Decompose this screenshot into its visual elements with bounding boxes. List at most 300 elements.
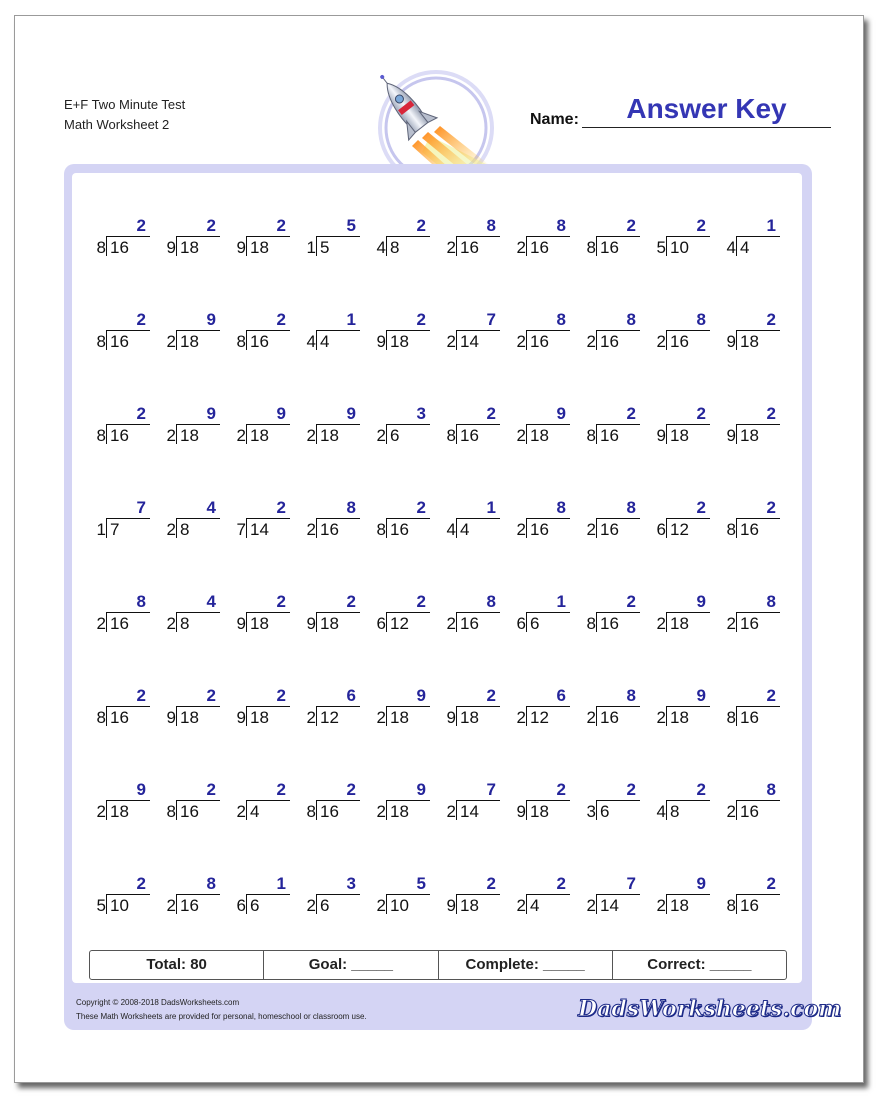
problem-dividend: 18	[176, 236, 220, 256]
problem-divisor: 2	[376, 708, 386, 727]
problem-dividend: 8	[176, 518, 220, 538]
problem-divisor: 2	[96, 802, 106, 821]
problem-dividend: 14	[246, 518, 290, 538]
division-problem	[224, 405, 298, 455]
problem-divisor: 2	[236, 802, 246, 821]
division-problem	[154, 405, 228, 455]
problem-dividend: 6	[316, 894, 360, 914]
problem-divisor: 8	[376, 520, 386, 539]
division-problem	[574, 499, 648, 549]
problem-answer: 8	[696, 310, 706, 329]
division-problem	[364, 217, 438, 267]
problem-divisor: 8	[96, 332, 106, 351]
division-problem	[574, 405, 648, 455]
problem-divisor: 2	[306, 520, 316, 539]
problem-answer: 9	[696, 686, 706, 705]
disclaimer-text: These Math Worksheets are provided for personal, homeschool or classroom use.	[76, 1012, 367, 1021]
problem-answer: 2	[276, 498, 286, 517]
problem-divisor: 9	[306, 614, 316, 633]
problem-answer: 2	[766, 310, 776, 329]
problem-answer: 2	[136, 310, 146, 329]
problem-dividend: 4	[526, 894, 570, 914]
problem-answer: 5	[416, 874, 426, 893]
problem-dividend: 16	[316, 518, 360, 538]
problem-dividend: 18	[666, 894, 710, 914]
problem-answer: 9	[276, 404, 286, 423]
division-problem	[714, 311, 788, 361]
problem-divisor: 2	[586, 332, 596, 351]
problem-divisor: 8	[96, 238, 106, 257]
problem-dividend: 12	[526, 706, 570, 726]
problem-answer: 2	[416, 498, 426, 517]
problem-dividend: 7	[106, 518, 150, 538]
problem-dividend: 16	[596, 612, 640, 632]
division-problem	[504, 687, 578, 737]
problem-answer: 2	[766, 686, 776, 705]
problem-divisor: 2	[586, 520, 596, 539]
problem-answer: 8	[556, 216, 566, 235]
problem-dividend: 18	[176, 330, 220, 350]
problem-answer: 2	[416, 216, 426, 235]
problem-answer: 1	[766, 216, 776, 235]
problem-answer: 2	[556, 780, 566, 799]
division-problem	[294, 687, 368, 737]
division-problem	[84, 593, 158, 643]
problem-divisor: 9	[656, 426, 666, 445]
problem-dividend: 6	[526, 612, 570, 632]
problem-answer: 2	[276, 686, 286, 705]
division-problem	[574, 687, 648, 737]
problem-answer: 7	[486, 310, 496, 329]
problem-dividend: 18	[316, 612, 360, 632]
division-problem	[574, 217, 648, 267]
problem-dividend: 16	[106, 612, 150, 632]
problem-answer: 2	[136, 404, 146, 423]
division-problem	[714, 781, 788, 831]
problem-answer: 2	[486, 874, 496, 893]
division-problem	[84, 781, 158, 831]
problem-dividend: 6	[596, 800, 640, 820]
problem-answer: 2	[626, 216, 636, 235]
problem-dividend: 18	[666, 424, 710, 444]
division-problem	[224, 217, 298, 267]
problem-divisor: 6	[656, 520, 666, 539]
problem-dividend: 16	[246, 330, 290, 350]
division-problem	[574, 593, 648, 643]
problem-divisor: 2	[446, 332, 456, 351]
problem-divisor: 8	[726, 520, 736, 539]
problem-dividend: 16	[596, 518, 640, 538]
problem-answer: 2	[696, 780, 706, 799]
problem-answer: 2	[136, 216, 146, 235]
problem-dividend: 16	[736, 706, 780, 726]
problem-dividend: 18	[736, 424, 780, 444]
problem-dividend: 16	[386, 518, 430, 538]
problem-answer: 1	[346, 310, 356, 329]
problem-divisor: 8	[306, 802, 316, 821]
problem-dividend: 16	[456, 236, 500, 256]
problem-divisor: 6	[376, 614, 386, 633]
problem-dividend: 16	[106, 330, 150, 350]
problem-divisor: 2	[516, 520, 526, 539]
division-problem	[504, 593, 578, 643]
problem-answer: 2	[626, 404, 636, 423]
problem-divisor: 2	[446, 238, 456, 257]
problem-answer: 9	[696, 874, 706, 893]
problem-dividend: 18	[666, 612, 710, 632]
division-problem	[504, 499, 578, 549]
problem-divisor: 2	[446, 614, 456, 633]
division-problem	[504, 405, 578, 455]
problem-divisor: 8	[96, 708, 106, 727]
problem-divisor: 9	[726, 426, 736, 445]
problem-divisor: 2	[586, 708, 596, 727]
problem-divisor: 7	[236, 520, 246, 539]
problem-divisor: 9	[446, 896, 456, 915]
score-box	[89, 950, 787, 980]
problem-answer: 9	[416, 686, 426, 705]
problem-dividend: 18	[246, 612, 290, 632]
problem-answer: 9	[206, 310, 216, 329]
problem-divisor: 9	[236, 614, 246, 633]
problem-answer: 2	[346, 780, 356, 799]
problem-divisor: 2	[166, 614, 176, 633]
problem-dividend: 8	[666, 800, 710, 820]
problem-answer: 8	[626, 498, 636, 517]
problem-divisor: 2	[656, 332, 666, 351]
problem-answer: 9	[346, 404, 356, 423]
problem-dividend: 18	[176, 706, 220, 726]
problem-divisor: 8	[96, 426, 106, 445]
problem-dividend: 18	[176, 424, 220, 444]
problem-divisor: 2	[726, 614, 736, 633]
problem-divisor: 9	[726, 332, 736, 351]
problem-dividend: 16	[106, 424, 150, 444]
problem-answer: 7	[486, 780, 496, 799]
problem-answer: 2	[206, 216, 216, 235]
division-problem	[434, 593, 508, 643]
problem-dividend: 6	[386, 424, 430, 444]
division-problem	[504, 217, 578, 267]
division-problem	[224, 311, 298, 361]
problem-answer: 3	[346, 874, 356, 893]
problem-dividend: 14	[596, 894, 640, 914]
problem-divisor: 2	[516, 708, 526, 727]
problem-dividend: 18	[456, 706, 500, 726]
problem-dividend: 4	[456, 518, 500, 538]
problem-divisor: 8	[726, 896, 736, 915]
problem-answer: 9	[556, 404, 566, 423]
problem-dividend: 16	[736, 894, 780, 914]
problem-answer: 1	[486, 498, 496, 517]
division-problem	[364, 499, 438, 549]
problem-divisor: 9	[236, 238, 246, 257]
division-problem	[574, 875, 648, 925]
total-label: Total: 80	[90, 951, 264, 979]
problem-dividend: 12	[666, 518, 710, 538]
problem-divisor: 2	[166, 896, 176, 915]
division-problem	[84, 687, 158, 737]
problem-answer: 9	[136, 780, 146, 799]
problem-divisor: 6	[516, 614, 526, 633]
answer-key-text: Answer Key	[626, 93, 787, 124]
problem-dividend: 16	[736, 800, 780, 820]
division-problem	[364, 405, 438, 455]
problem-divisor: 4	[726, 238, 736, 257]
problem-dividend: 10	[106, 894, 150, 914]
problem-divisor: 4	[446, 520, 456, 539]
problem-divisor: 8	[236, 332, 246, 351]
division-problem	[84, 405, 158, 455]
division-problem	[224, 687, 298, 737]
problem-dividend: 16	[526, 518, 570, 538]
problem-answer: 2	[276, 216, 286, 235]
division-problem	[84, 499, 158, 549]
problem-answer: 8	[136, 592, 146, 611]
worksheet-title: E+F Two Minute Test	[64, 97, 186, 112]
problem-answer: 2	[766, 498, 776, 517]
division-problem	[504, 311, 578, 361]
problem-answer: 2	[696, 216, 706, 235]
problem-answer: 2	[486, 404, 496, 423]
problem-dividend: 18	[386, 800, 430, 820]
problem-answer: 5	[346, 216, 356, 235]
problem-divisor: 3	[586, 802, 596, 821]
division-problem	[574, 311, 648, 361]
problem-answer: 8	[346, 498, 356, 517]
division-problem	[154, 311, 228, 361]
problem-dividend: 8	[386, 236, 430, 256]
division-problem	[364, 593, 438, 643]
problem-divisor: 2	[306, 896, 316, 915]
problem-divisor: 2	[586, 896, 596, 915]
problem-divisor: 2	[516, 426, 526, 445]
problem-divisor: 9	[166, 708, 176, 727]
division-problem	[714, 687, 788, 737]
division-problem	[364, 311, 438, 361]
division-problem	[294, 875, 368, 925]
problem-dividend: 18	[386, 706, 430, 726]
problem-dividend: 16	[526, 236, 570, 256]
division-problem	[644, 217, 718, 267]
problem-dividend: 16	[316, 800, 360, 820]
division-problem	[294, 405, 368, 455]
problem-divisor: 2	[376, 896, 386, 915]
division-problem	[644, 781, 718, 831]
problem-divisor: 9	[516, 802, 526, 821]
problem-divisor: 2	[166, 332, 176, 351]
division-problem	[224, 875, 298, 925]
division-problem	[364, 781, 438, 831]
problem-dividend: 4	[736, 236, 780, 256]
problem-divisor: 2	[516, 332, 526, 351]
problem-answer: 9	[696, 592, 706, 611]
problem-answer: 2	[486, 686, 496, 705]
problem-answer: 2	[206, 780, 216, 799]
problem-dividend: 14	[456, 330, 500, 350]
problem-dividend: 5	[316, 236, 360, 256]
problem-answer: 2	[346, 592, 356, 611]
problem-answer: 4	[206, 498, 216, 517]
problem-divisor: 8	[586, 614, 596, 633]
problem-answer: 6	[556, 686, 566, 705]
problem-answer: 2	[416, 310, 426, 329]
problem-divisor: 2	[656, 896, 666, 915]
division-problem	[434, 781, 508, 831]
problem-dividend: 8	[176, 612, 220, 632]
division-problem	[714, 405, 788, 455]
problem-dividend: 4	[316, 330, 360, 350]
problem-divisor: 2	[236, 426, 246, 445]
problem-dividend: 16	[596, 424, 640, 444]
division-problem	[224, 781, 298, 831]
problem-answer: 8	[556, 310, 566, 329]
problem-divisor: 2	[726, 802, 736, 821]
problem-answer: 2	[416, 592, 426, 611]
problem-dividend: 16	[596, 236, 640, 256]
problem-dividend: 16	[596, 706, 640, 726]
division-problem	[644, 311, 718, 361]
division-problem	[434, 687, 508, 737]
problem-dividend: 12	[386, 612, 430, 632]
problem-divisor: 4	[306, 332, 316, 351]
division-problem	[294, 499, 368, 549]
division-problem	[294, 781, 368, 831]
problem-divisor: 8	[586, 426, 596, 445]
problem-dividend: 16	[456, 612, 500, 632]
problem-divisor: 2	[516, 238, 526, 257]
problem-dividend: 14	[456, 800, 500, 820]
problem-answer: 2	[276, 310, 286, 329]
problem-answer: 3	[416, 404, 426, 423]
problem-answer: 2	[136, 874, 146, 893]
problem-dividend: 4	[246, 800, 290, 820]
problem-divisor: 9	[376, 332, 386, 351]
problem-divisor: 2	[166, 520, 176, 539]
problem-answer: 8	[556, 498, 566, 517]
problem-dividend: 16	[526, 330, 570, 350]
division-problem	[644, 499, 718, 549]
problem-answer: 2	[556, 874, 566, 893]
worksheet-subtitle: Math Worksheet 2	[64, 117, 170, 132]
problem-dividend: 10	[666, 236, 710, 256]
division-problem	[84, 875, 158, 925]
problem-divisor: 1	[306, 238, 316, 257]
complete-label: Complete: _____	[439, 951, 613, 979]
division-problem	[154, 217, 228, 267]
problem-answer: 2	[696, 498, 706, 517]
division-problem	[504, 781, 578, 831]
problem-dividend: 16	[106, 236, 150, 256]
problem-divisor: 9	[236, 708, 246, 727]
problem-divisor: 8	[726, 708, 736, 727]
division-problem	[644, 875, 718, 925]
division-problem	[434, 311, 508, 361]
problem-divisor: 5	[656, 238, 666, 257]
division-problem	[84, 311, 158, 361]
division-problem	[644, 687, 718, 737]
division-problem	[714, 875, 788, 925]
problem-answer: 8	[626, 310, 636, 329]
problem-divisor: 4	[376, 238, 386, 257]
problem-dividend: 16	[106, 706, 150, 726]
goal-label: Goal: _____	[264, 951, 438, 979]
problem-divisor: 2	[446, 802, 456, 821]
problem-divisor: 2	[376, 802, 386, 821]
problem-answer: 8	[766, 780, 776, 799]
name-line	[582, 127, 831, 128]
problem-dividend: 16	[176, 894, 220, 914]
problem-dividend: 12	[316, 706, 360, 726]
problem-answer: 2	[206, 686, 216, 705]
problem-answer: 2	[766, 874, 776, 893]
problem-divisor: 5	[96, 896, 106, 915]
division-problem	[434, 499, 508, 549]
problem-dividend: 18	[106, 800, 150, 820]
problem-dividend: 18	[456, 894, 500, 914]
problem-divisor: 8	[586, 238, 596, 257]
problem-dividend: 10	[386, 894, 430, 914]
problem-dividend: 18	[526, 424, 570, 444]
problem-answer: 2	[626, 592, 636, 611]
problem-dividend: 16	[666, 330, 710, 350]
division-problem	[224, 499, 298, 549]
copyright-text: Copyright © 2008-2018 DadsWorksheets.com	[76, 998, 240, 1007]
problem-divisor: 4	[656, 802, 666, 821]
problems-area	[70, 171, 804, 985]
division-problem	[714, 499, 788, 549]
problem-divisor: 8	[166, 802, 176, 821]
division-problem	[714, 217, 788, 267]
problem-answer: 1	[556, 592, 566, 611]
problem-answer: 4	[206, 592, 216, 611]
problem-dividend: 6	[246, 894, 290, 914]
problem-divisor: 2	[516, 896, 526, 915]
division-problem	[224, 593, 298, 643]
correct-label: Correct: _____	[647, 956, 752, 973]
division-problem	[154, 687, 228, 737]
problem-answer: 1	[276, 874, 286, 893]
problem-divisor: 2	[306, 426, 316, 445]
problem-answer: 7	[136, 498, 146, 517]
problem-divisor: 9	[166, 238, 176, 257]
problem-dividend: 16	[596, 330, 640, 350]
division-problem	[154, 593, 228, 643]
division-problem	[574, 781, 648, 831]
problem-answer: 2	[626, 780, 636, 799]
problem-divisor: 8	[446, 426, 456, 445]
division-problem	[644, 405, 718, 455]
division-problem	[364, 687, 438, 737]
problem-answer: 7	[626, 874, 636, 893]
division-problem	[294, 593, 368, 643]
problem-answer: 2	[696, 404, 706, 423]
problem-dividend: 18	[246, 706, 290, 726]
division-problem	[364, 875, 438, 925]
problem-answer: 6	[346, 686, 356, 705]
problem-answer: 2	[136, 686, 146, 705]
problem-answer: 9	[416, 780, 426, 799]
problem-answer: 8	[626, 686, 636, 705]
division-problem	[434, 217, 508, 267]
problem-divisor: 2	[656, 708, 666, 727]
division-problem	[154, 781, 228, 831]
problem-answer: 8	[486, 592, 496, 611]
problem-divisor: 2	[306, 708, 316, 727]
division-problem	[154, 875, 228, 925]
problem-answer: 2	[276, 780, 286, 799]
problem-dividend: 16	[176, 800, 220, 820]
